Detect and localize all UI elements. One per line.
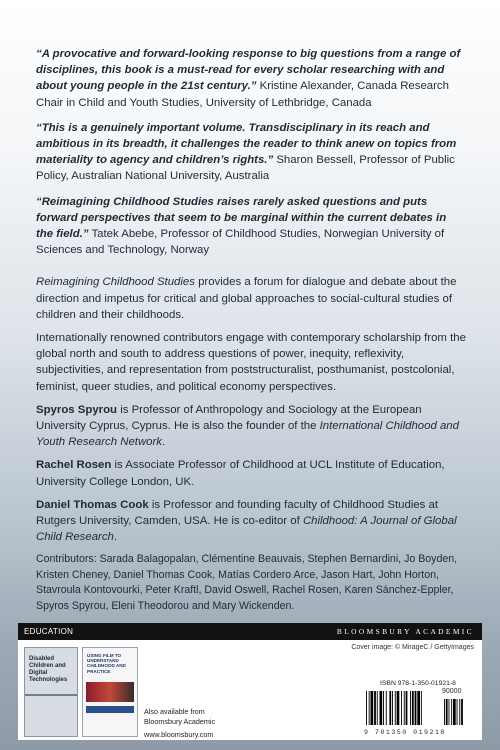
editor-bio: Daniel Thomas Cook is Professor and founding faculty of Childhood Studies at Rutgers University, Camden, USA. He is co-editor of Childhood: A Journal of Global Child Research.: [36, 498, 457, 544]
price-code: 90000: [442, 688, 462, 695]
editor-bio: Rachel Rosen is Associate Professor of Childhood at UCL Institute of Education, University College London, UK.: [36, 459, 445, 488]
cover-credit: Cover image: © MirageC / GettyImages: [351, 644, 474, 651]
publisher-logo: BLOOMSBURY ACADEMIC: [336, 627, 474, 636]
also-available-text: Also available from Bloomsbury Academic: [144, 707, 216, 726]
barcode-icon: [364, 691, 474, 727]
contributors-list: Contributors: Sarada Balagopalan, Clémentine Beauvais, Stephen Bernardini, Jo Boyden, Kristen Cheney, Daniel Thomas Cook, Matías Cordero Arce, Jason Hart, John Horton, Stavroula Kontovourki, Peter Kraftl, David Oswell, Rachel Rosen, Karen Sánchez-Eppler, Spyros Spyrou, Eleni Theodorou and Mary Wickenden.: [36, 553, 458, 612]
endorsement-quote: “Reimagining Childhood Studies raises rarely asked questions and puts forward perspectives that seem to be marginal within the current debates in the field.” Tatek Abebe, Professor of Childhood Studies, Norwegian University of Sciences and Technology, Norway: [36, 195, 447, 257]
publisher-bar: [18, 623, 482, 640]
book-cover-image: [86, 682, 134, 702]
category-label: EDUCATION: [24, 627, 74, 636]
related-book-cover: Disabled Children and Digital Technologies: [24, 647, 78, 737]
endorsement-quote: “This is a genuinely important volume. Transdisciplinary in its reach and ambitious in its breadth, it challenges the reader to think anew on topics from materiality to agency and children’s rights.” Sharon Bessell, Professor of Public Policy, Australian National University, Australia: [36, 121, 457, 183]
website-link[interactable]: www.bloomsbury.com: [144, 730, 214, 739]
book-description: [36, 274, 466, 614]
isbn: ISBN 978-1-350-01921-8: [380, 680, 456, 687]
related-book-cover: USING FILM TO UNDERSTAND CHILDHOOD AND PRACTICE: [82, 647, 138, 737]
description-paragraph: Reimagining Childhood Studies provides a forum for dialogue and debate about the direction and impetus for critical and global approaches to social-cultural studies of children and their childhoods.: [36, 276, 457, 321]
barcode-digits: 9 781350 019218: [364, 729, 446, 736]
back-cover-text: [36, 46, 466, 621]
description-paragraph: Internationally renowned contributors engage with contemporary scholarship from the global north and south to address questions of power, inequity, reflexivity, subjectivities, and representation from poststructuralist, posthumanist, postcolonial, feminist, queer studies, and political economy perspectives.: [36, 332, 466, 393]
endorsement-quote: “A provocative and forward-looking response to big questions from a range of disciplines, this book is a must-read for every scholar researching with and about young people in the 21st century.” Kristine Alexander, Canada Research Chair in Child and Youth Studies, University of Lethbridge, Canada: [36, 48, 461, 109]
cover-footer: [18, 623, 482, 740]
editor-bio: Spyros Spyrou is Professor of Anthropology and Sociology at the European University Cyprus, Cyprus. He is also the founder of the International Childhood and Youth Research Network.: [36, 403, 459, 449]
